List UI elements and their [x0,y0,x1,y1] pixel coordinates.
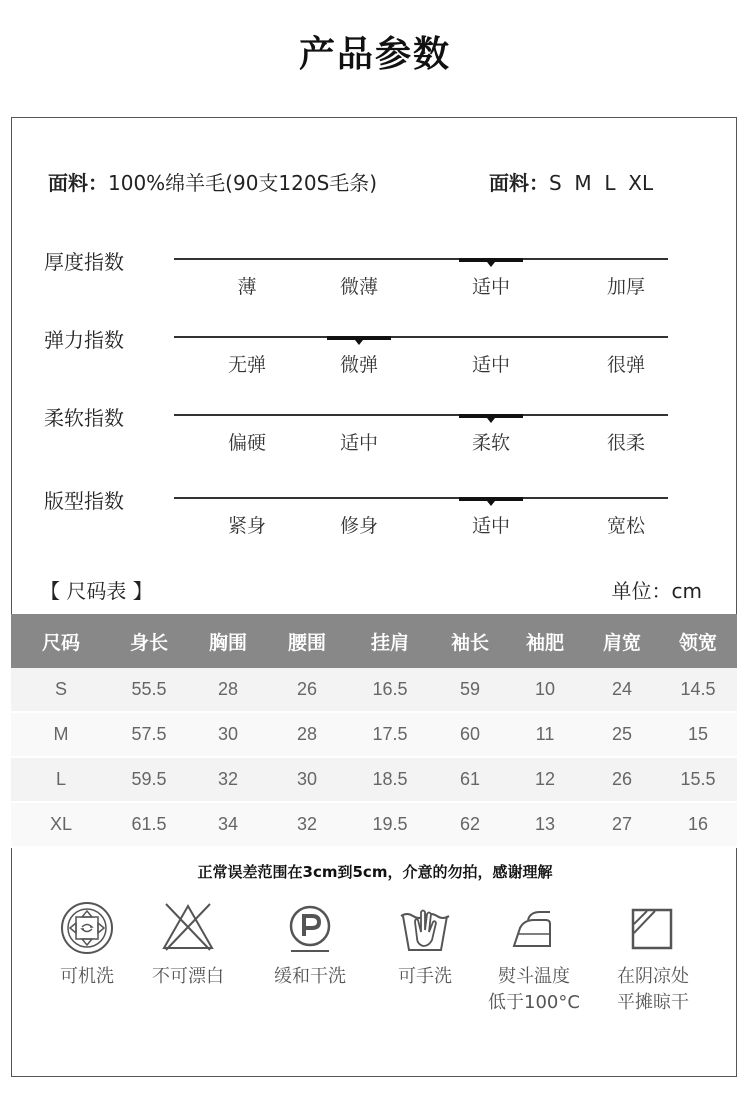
column-header: 挂肩 [345,614,435,668]
elasticity-scale-marker [327,336,391,340]
elasticity-option: 微弹 [339,354,378,376]
table-cell: 18.5 [345,757,435,802]
table-cell: M [11,712,111,757]
table-cell: 17.5 [345,712,435,757]
column-header: 袖肥 [505,614,585,668]
fit-scale-marker [459,497,523,501]
thickness-scale-marker [459,258,523,262]
elasticity-option: 无弹 [227,354,266,376]
column-header: 肩宽 [585,614,659,668]
fit-option: 宽松 [606,515,645,537]
thickness-option: 适中 [471,276,510,298]
fabric-label: 面料： [48,171,108,195]
table-cell: 60 [435,712,505,757]
table-cell: 32 [269,802,345,847]
iron-icon [506,900,562,956]
table-cell: 61.5 [111,802,187,847]
fit-scale-title: 版型指数 [44,489,124,513]
care-label: 可手洗 [398,966,452,987]
table-cell: 57.5 [111,712,187,757]
care-item [593,900,713,1016]
shade-dry-flat-icon [625,900,681,956]
table-cell: 10 [505,668,585,712]
table-cell: 28 [187,668,269,712]
table-cell: 27 [585,802,659,847]
fit-option: 修身 [339,515,378,537]
care-label: 熨斗温度 低于100°C [488,966,580,1013]
size-options-label: 面料： [489,171,549,195]
care-item [474,900,594,1016]
softness-option: 很柔 [606,432,645,454]
table-cell: 12 [505,757,585,802]
tolerance-note: 正常误差范围在3cm到5cm，介意的勿拍，感谢理解 [197,863,553,881]
table-cell: 26 [269,668,345,712]
softness-option: 适中 [339,432,378,454]
softness-scale-title: 柔软指数 [44,406,124,430]
gentle-dry-clean-icon [282,900,338,956]
column-header: 腰围 [269,614,345,668]
table-row [11,712,737,757]
table-cell: 32 [187,757,269,802]
care-item [365,900,485,990]
thickness-option: 微薄 [339,276,378,298]
thickness-scale-title: 厚度指数 [44,250,124,274]
thickness-option: 薄 [237,276,257,298]
table-cell: 59.5 [111,757,187,802]
machine-wash-icon [59,900,115,956]
table-cell: 15 [659,712,737,757]
softness-scale-line [174,414,668,416]
table-cell: 19.5 [345,802,435,847]
table-cell: 11 [505,712,585,757]
fit-option: 适中 [471,515,510,537]
table-cell: 24 [585,668,659,712]
care-label: 不可漂白 [152,966,224,987]
size-options [489,167,653,196]
column-header: 领宽 [659,614,737,668]
care-item [128,900,248,990]
care-label: 缓和干洗 [274,966,346,987]
care-label: 在阴凉处 平摊晾干 [617,966,689,1013]
size-options-value: S M L XL [549,171,654,195]
table-cell: S [11,668,111,712]
table-cell: L [11,757,111,802]
table-cell: 55.5 [111,668,187,712]
elasticity-option: 很弹 [606,354,645,376]
size-table-header [11,614,737,668]
fit-scale-line [174,497,668,499]
thickness-option: 加厚 [606,276,645,298]
column-header: 胸围 [187,614,269,668]
softness-option: 偏硬 [227,432,266,454]
table-row [11,802,737,847]
elasticity-scale-line [174,336,668,338]
column-header: 身长 [111,614,187,668]
table-cell: 28 [269,712,345,757]
table-cell: 59 [435,668,505,712]
table-cell: 15.5 [659,757,737,802]
table-cell: 62 [435,802,505,847]
table-cell: 34 [187,802,269,847]
fabric-info [48,167,377,196]
column-header: 袖长 [435,614,505,668]
elasticity-scale-title: 弹力指数 [44,328,124,352]
care-item [250,900,370,990]
care-label: 可机洗 [60,966,114,987]
size-table-label: 【 尺码表 】 [40,579,153,603]
table-row [11,757,737,802]
size-table-unit: 单位：cm [611,579,702,603]
table-row [11,668,737,712]
softness-scale-marker [459,414,523,418]
fabric-value: 100%绵羊毛(90支120S毛条) [108,171,378,195]
thickness-scale-line [174,258,668,260]
page-title: 产品参数 [298,34,451,75]
table-cell: 14.5 [659,668,737,712]
table-cell: 30 [269,757,345,802]
no-bleach-icon [160,900,216,956]
fit-option: 紧身 [227,515,266,537]
softness-option: 柔软 [471,432,510,454]
table-cell: 61 [435,757,505,802]
table-cell: 16.5 [345,668,435,712]
table-cell: 13 [505,802,585,847]
table-cell: 26 [585,757,659,802]
elasticity-option: 适中 [471,354,510,376]
hand-wash-icon [397,900,453,956]
size-table [11,614,737,848]
table-cell: XL [11,802,111,847]
table-cell: 30 [187,712,269,757]
table-cell: 25 [585,712,659,757]
column-header: 尺码 [11,614,111,668]
table-cell: 16 [659,802,737,847]
